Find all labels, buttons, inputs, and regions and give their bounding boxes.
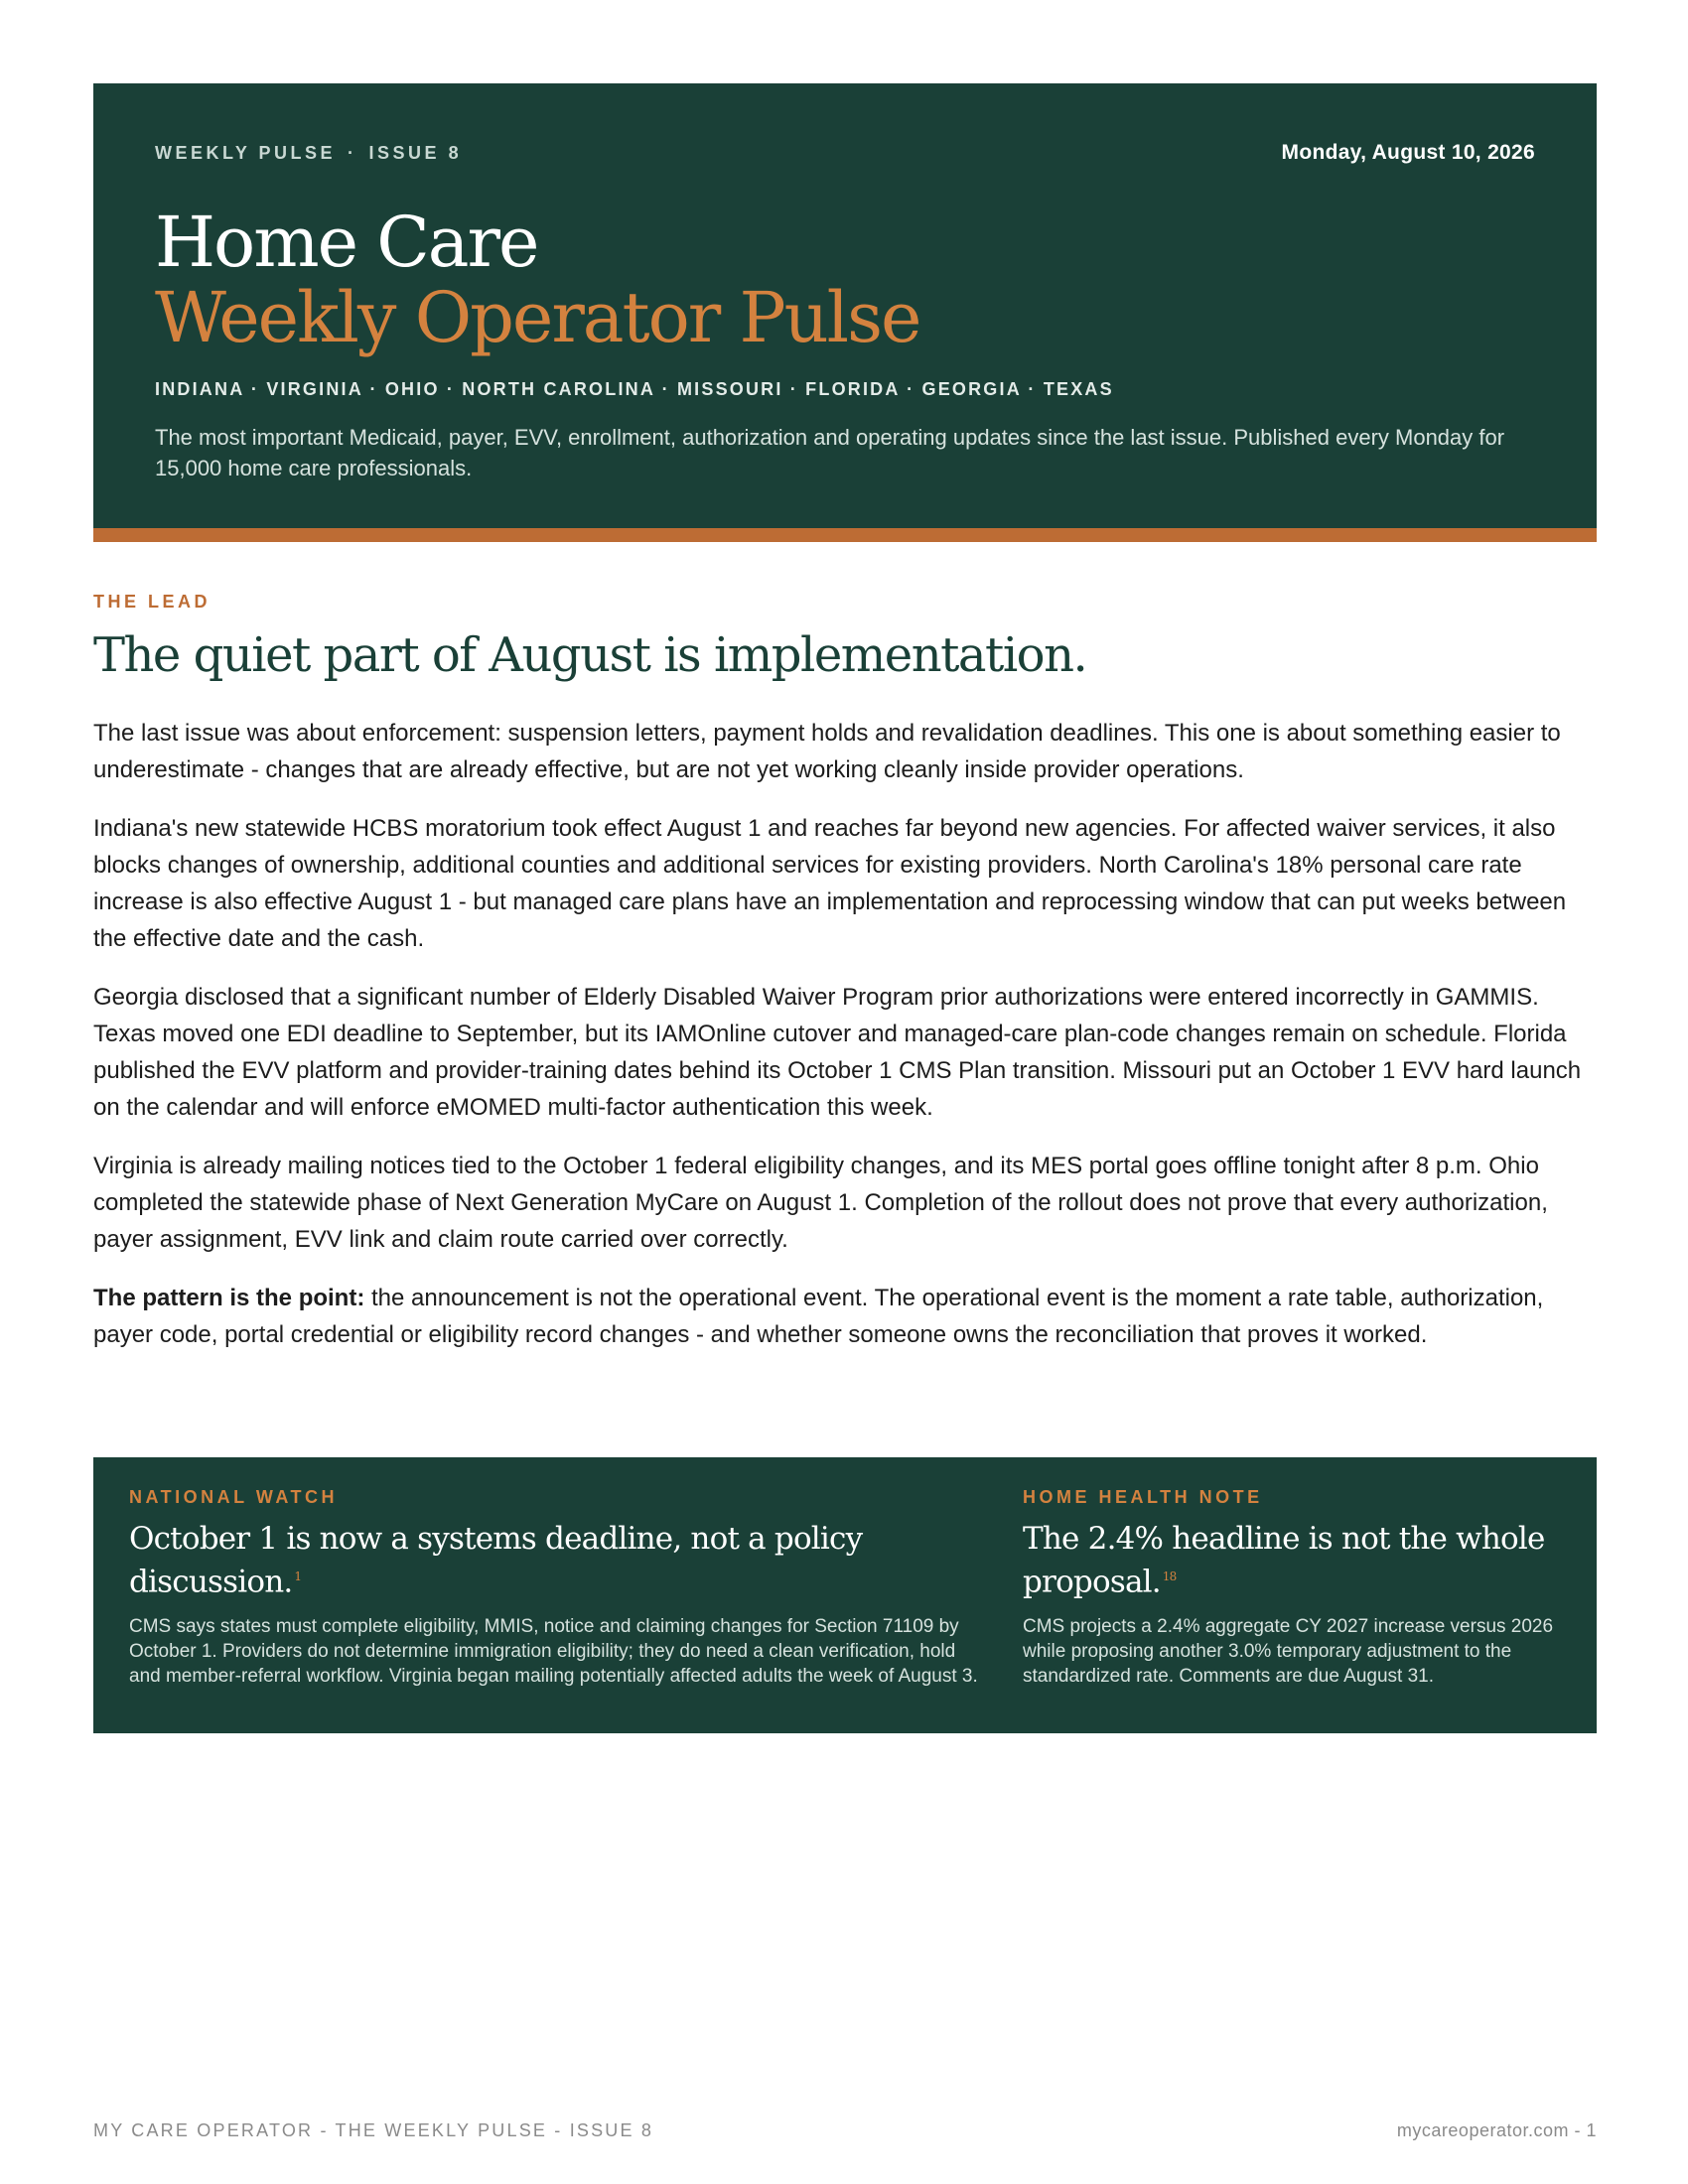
lead-kicker: THE LEAD: [93, 592, 211, 612]
national-watch-headline: [129, 1520, 987, 1600]
lead-paragraph: Virginia is already mailing notices tied to the October 1 federal eligibility changes, and its MES portal goes offline tonight after 8 p.m. Ohio completed the statewide phase of Next Generation MyCare on August 1. Completion of the rollout does not prove that every authorization, payer assignment, EVV link and claim route carried over correctly.: [93, 1153, 1548, 1253]
lead-headline: The quiet part of August is implementation.: [93, 627, 1087, 683]
issue-date: Monday, August 10, 2026: [1281, 141, 1535, 164]
home-health-body: CMS projects a 2.4% aggregate CY 2027 increase versus 2026 while proposing another 3.0% temporary adjustment to the standardized rate. Comments are due August 31.: [1023, 1616, 1554, 1688]
masthead-title-line2: Weekly Operator Pulse: [155, 277, 920, 358]
home-health-kicker: HOME HEALTH NOTE: [1023, 1487, 1263, 1507]
home-health-section: [1023, 1487, 1561, 1733]
lead-body: [93, 715, 1597, 1375]
kicker-separator: ·: [348, 142, 357, 163]
states-list: INDIANA · VIRGINIA · OHIO · NORTH CAROLINA · MISSOURI · FLORIDA · GEORGIA · TEXAS: [155, 379, 1114, 399]
national-watch-section: [129, 1487, 987, 1733]
home-health-headline-text: The 2.4% headline is not the whole proposal.: [1023, 1521, 1545, 1600]
pattern-label: The pattern is the point:: [93, 1285, 365, 1311]
lead-paragraph: The last issue was about enforcement: suspension letters, payment holds and revalidation deadlines. This one is about something easier to underestimate - changes that are already effective, but are not yet working cleanly inside provider operations.: [93, 720, 1561, 783]
masthead-top-row: [155, 141, 1535, 165]
lead-paragraph: Indiana's new statewide HCBS moratorium took effect August 1 and reaches far beyond new agencies. For affected waiver services, it also blocks changes of ownership, additional counties and additional services for existing providers. North Carolina's 18% personal care rate increase is also effective August 1 - but managed care plans have an implementation and reprocessing window that can put weeks between the effective date and the cash.: [93, 815, 1567, 952]
pattern-paragraph: [93, 1280, 1597, 1353]
footer-publication: MY CARE OPERATOR - THE WEEKLY PULSE - ISSUE 8: [93, 2120, 654, 2140]
pattern-text: the announcement is not the operational event. The operational event is the moment a rate table, authorization, payer code, portal credential or eligibility record changes - and whether someone owns the reconciliation that proves it worked.: [93, 1285, 1544, 1348]
home-health-headline: [1023, 1520, 1561, 1600]
masthead-description: The most important Medicaid, payer, EVV, enrollment, authorization and operating updates since the last issue. Published every Monday for 15,000 home care professionals.: [155, 425, 1505, 480]
lead-paragraph: Georgia disclosed that a significant number of Elderly Disabled Waiver Program prior authorizations were entered incorrectly in GAMMIS. Texas moved one EDI deadline to September, but its IAMOnline cutover and managed-care plan-code changes remain on schedule. Florida published the EVV platform and provider-training dates behind its October 1 CMS Plan transition. Missouri put an October 1 EVV hard launch on the calendar and will enforce eMOMED multi-factor authentication this week.: [93, 984, 1582, 1121]
publication-label: WEEKLY PULSE: [155, 142, 337, 163]
national-watch-body: CMS says states must complete eligibility, MMIS, notice and claiming changes for Section 71109 by October 1. Providers do not determine immigration eligibility; they do need a clean verification, hold and member-referral workflow. Virginia began mailing potentially affected adults the week of August 3.: [129, 1616, 978, 1688]
footer-page: mycareoperator.com - 1: [1396, 2120, 1597, 2140]
issue-label: ISSUE 8: [368, 142, 463, 163]
masthead-accent-rule: [93, 528, 1597, 542]
masthead-title-line1: Home Care: [155, 202, 538, 283]
callout-panel: [93, 1457, 1597, 1733]
footnote-marker: 18: [1162, 1570, 1177, 1583]
national-watch-kicker: NATIONAL WATCH: [129, 1487, 338, 1507]
masthead: [93, 83, 1597, 528]
national-watch-headline-text: October 1 is now a systems deadline, not a policy discussion.: [129, 1521, 863, 1600]
masthead-kicker: [155, 143, 462, 164]
footnote-marker: 1: [294, 1570, 302, 1583]
